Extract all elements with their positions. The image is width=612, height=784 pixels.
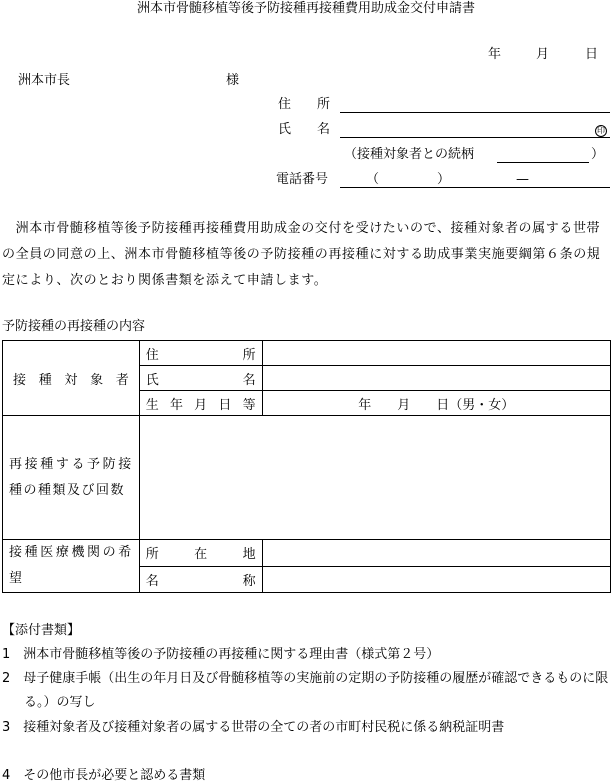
date-day: 日	[585, 47, 599, 62]
clinic-label: 接種医療機関の希望	[9, 545, 133, 586]
attachment-item-3: 3 接種対象者及び接種対象者の属する世帯の全ての者の市町村民税に係る納税証明書	[2, 720, 505, 735]
attachment-item-4: 4 その他市長が必要と認める書類	[2, 768, 206, 783]
address-label-cell	[139, 341, 262, 366]
addressee-honorific: 様	[226, 73, 240, 88]
phone-dash: —	[516, 172, 529, 187]
location-label: 所在地	[145, 547, 256, 563]
name-field[interactable]	[340, 137, 610, 138]
form-title: 洲本市骨髄移植等後予防接種再接種費用助成金交付申請書	[136, 1, 475, 16]
attachment-item-2: 2 母子健康手帳（出生の年月日及び骨髄移植等の実施前の定期の予防接種の履歴が確認できるものに限る。）の写し	[2, 671, 609, 710]
birth-value: 年 月 日（男・女）	[358, 397, 515, 413]
birth-field[interactable]	[262, 391, 610, 416]
address-field[interactable]	[340, 112, 610, 113]
target-name-label: 氏名	[145, 372, 256, 388]
table-heading: 予防接種の再接種の内容	[2, 319, 146, 334]
seal-icon: 印	[597, 126, 605, 135]
vaccination-table	[2, 340, 611, 593]
relation-label: （接種対象者との続柄	[344, 147, 475, 162]
clinic-label-cell	[3, 540, 140, 593]
date-year: 年	[488, 47, 502, 62]
phone-label: 電話番号	[276, 172, 329, 187]
target-address-label: 住所	[145, 347, 256, 363]
address-label: 住 所	[278, 97, 331, 112]
vaccine-label: 再接種する予防接種の種類及び回数	[9, 456, 133, 498]
phone-paren-open: （	[366, 172, 380, 187]
seal-mark	[595, 121, 607, 139]
location-label-cell	[139, 540, 262, 567]
target-label: 接種対象者	[13, 372, 129, 388]
clinic-name-label-cell	[139, 566, 262, 593]
target-address-field[interactable]	[262, 341, 610, 366]
birth-label: 生年月日等	[145, 397, 256, 413]
location-field[interactable]	[262, 540, 610, 567]
relation-field[interactable]	[497, 162, 589, 163]
vaccine-label-cell	[3, 416, 140, 540]
phone-paren-close: ）	[437, 172, 451, 187]
relation-close: ）	[591, 147, 605, 162]
name-label: 氏 名	[278, 122, 331, 137]
addressee-name: 洲本市長	[18, 73, 71, 88]
target-label-cell	[3, 341, 140, 416]
attachments-heading: 【添付書類】	[2, 623, 81, 638]
attachment-item-1: 1 洲本市骨髄移植等後の予防接種の再接種に関する理由書（様式第２号）	[2, 647, 440, 662]
body-paragraph: 洲本市骨髄移植等後予防接種再接種費用助成金の交付を受けたいので、接種対象者の属する世帯の全員の同意の上、洲本市骨髄移植等後の予防接種の再接種に対する助成事業実施要綱第６条の規定により、次のとおり関係書類を添えて申請します。	[2, 221, 601, 288]
date-month: 月	[536, 47, 550, 62]
clinic-name-field[interactable]	[262, 566, 610, 593]
phone-field[interactable]	[340, 187, 610, 188]
birth-label-cell	[139, 391, 262, 416]
name-label-cell	[139, 366, 262, 391]
target-name-field[interactable]	[262, 366, 610, 391]
clinic-name-label: 名称	[145, 573, 256, 589]
vaccine-field[interactable]	[139, 416, 610, 540]
